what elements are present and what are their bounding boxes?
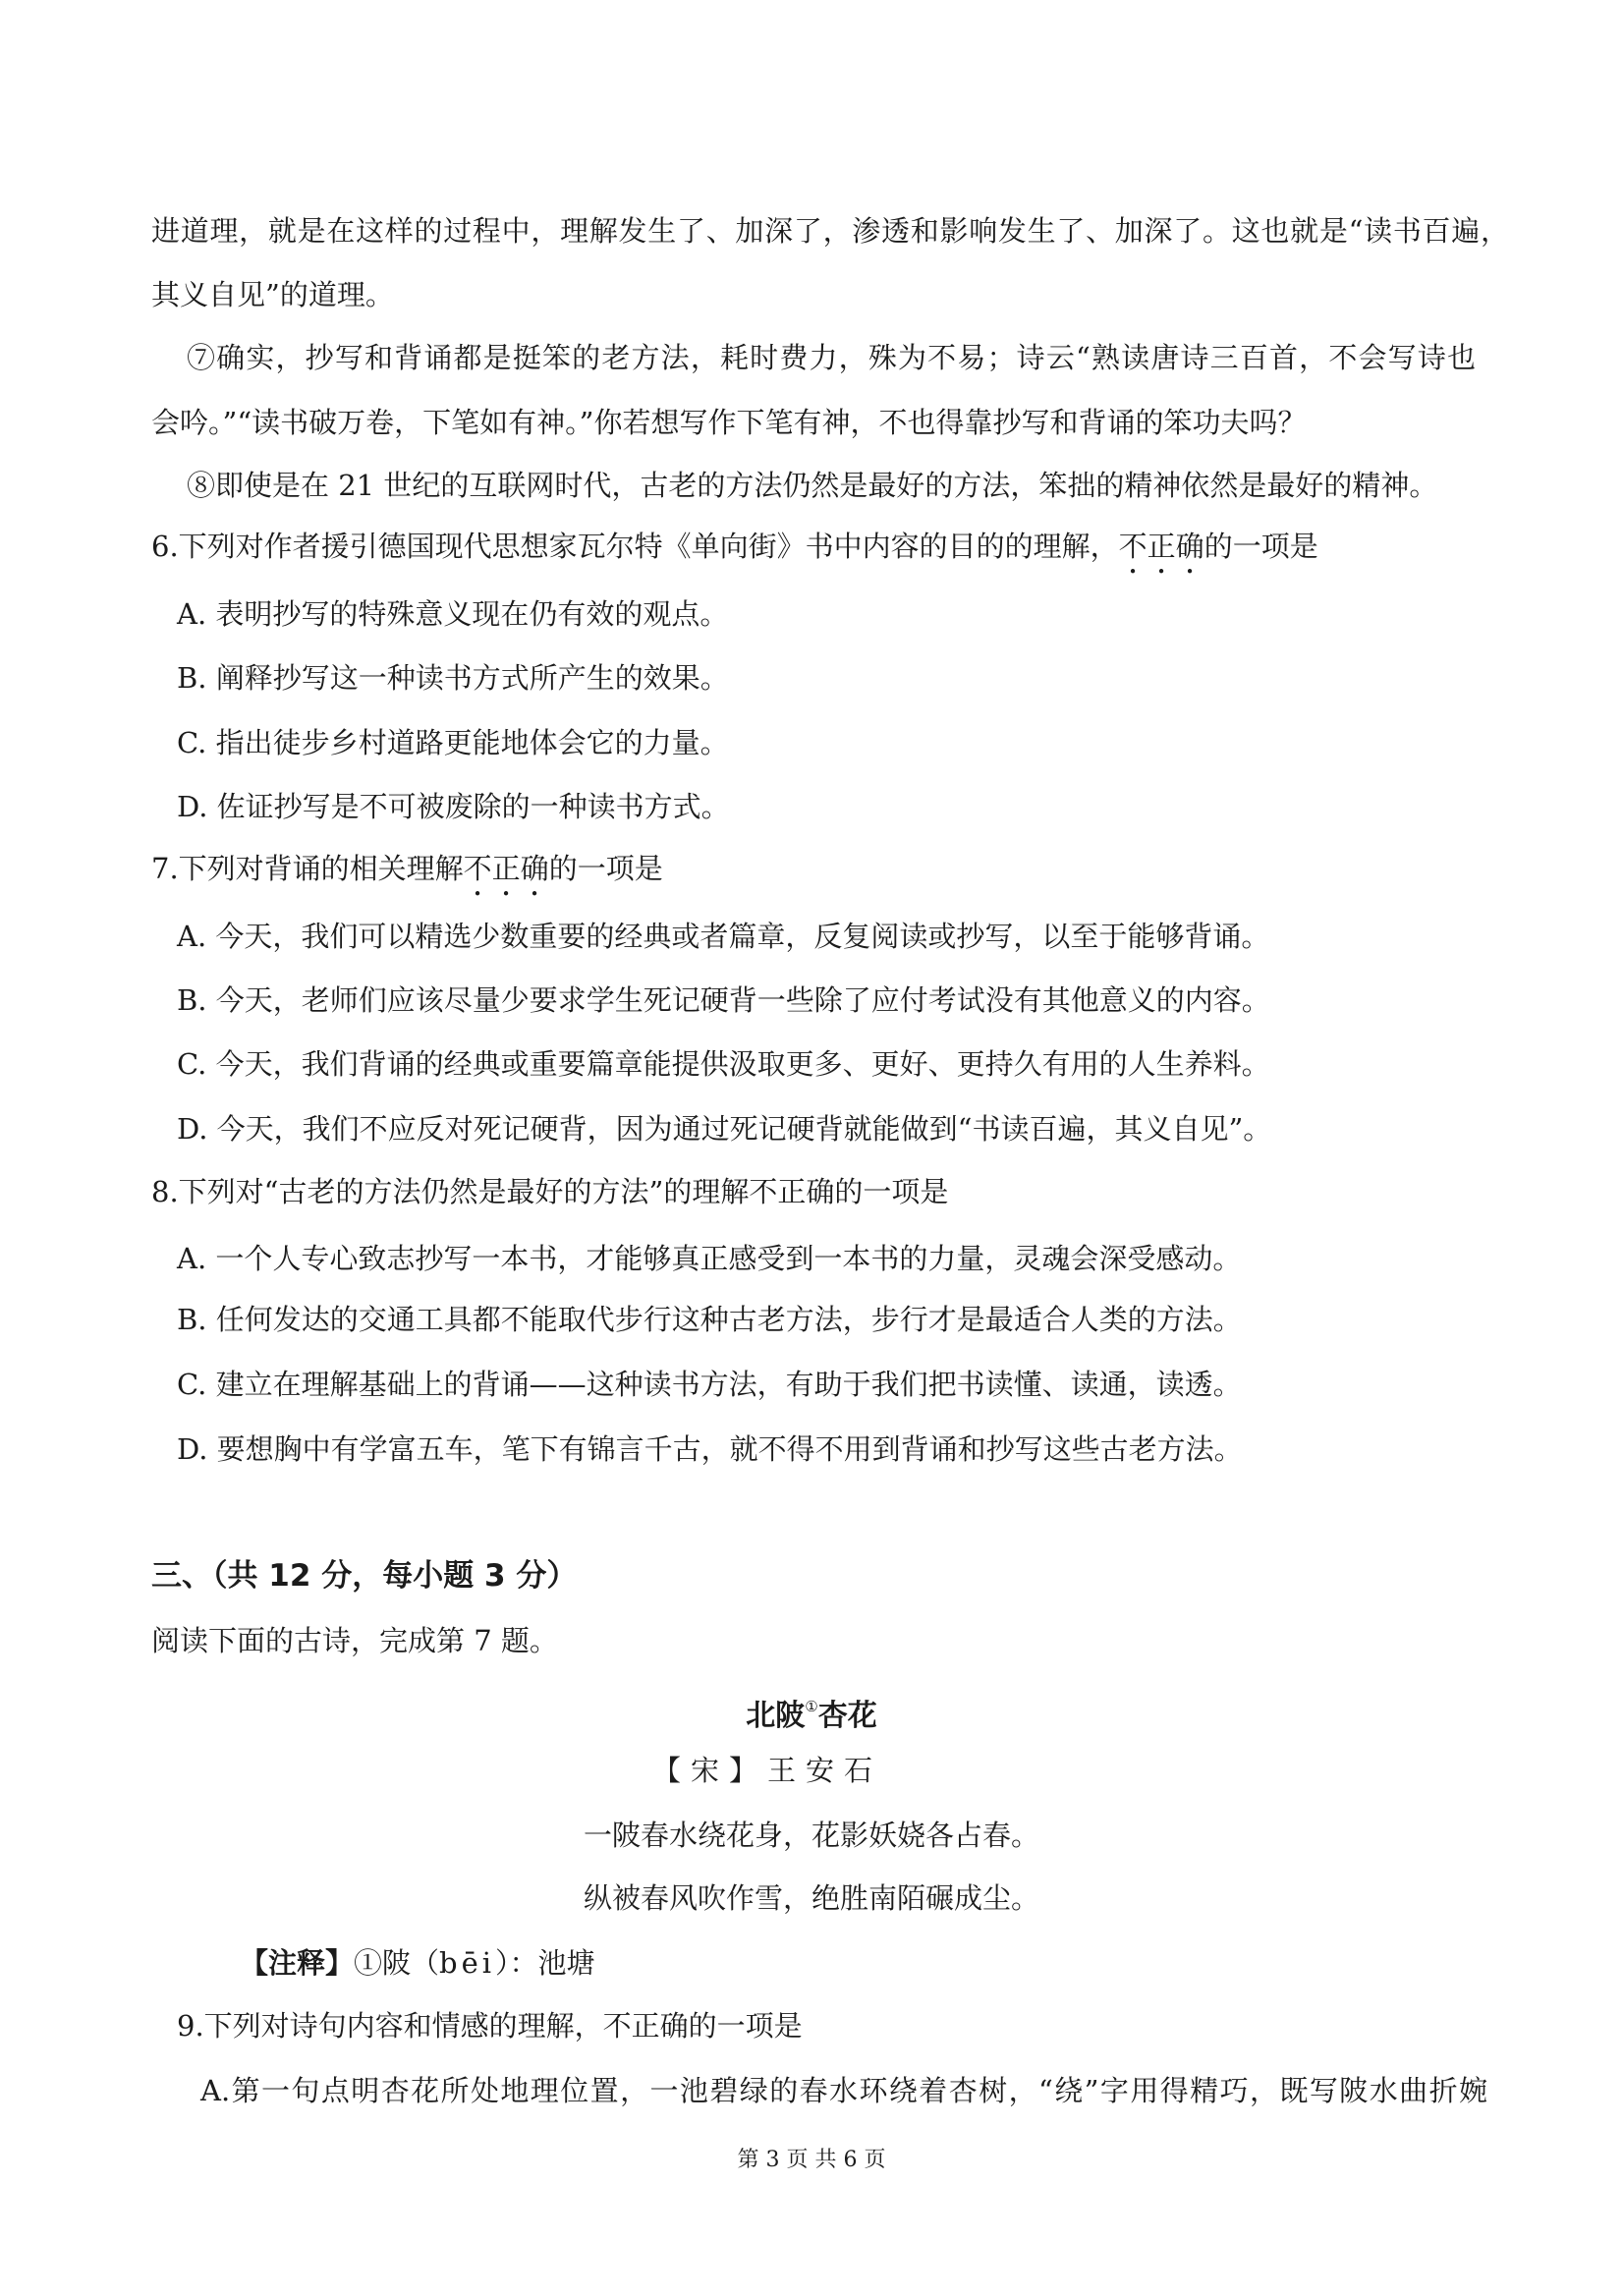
- question-9-stem: 9.下列对诗句内容和情感的理解，不正确的一项是: [177, 2009, 803, 2043]
- annotation-text: ）：池塘: [495, 1946, 595, 1980]
- question-stem-text: 6.下列对作者援引德国现代思想家瓦尔特《单向街》书中内容的目的的理解，: [151, 530, 1119, 563]
- question-7-stem: [151, 849, 663, 903]
- annotation-label: 【注释】: [240, 1946, 355, 1980]
- question-9-option-a: A.第一句点明杏花所处地理位置，一池碧绿的春水环绕着杏树，“绕”字用得精巧，既写陂水曲折婉: [200, 2074, 1487, 2107]
- annotation-pinyin: bēi: [439, 1946, 496, 1980]
- section-heading: 三、（共 12 分，每小题 3 分）: [151, 1558, 578, 1594]
- annotation-text: ①陂（: [354, 1946, 440, 1980]
- question-7-option-a: A. 今天，我们可以精选少数重要的经典或者篇章，反复阅读或抄写，以至于能够背诵。: [177, 920, 1270, 953]
- poem-line: 纵被春风吹作雪，绝胜南陌碾成尘。: [583, 1881, 1039, 1915]
- section-instruction: 阅读下面的古诗，完成第 7 题。: [151, 1624, 558, 1657]
- poem-author: 【宋】王安石: [652, 1754, 883, 1787]
- question-stem-text: 的一项是: [548, 852, 663, 885]
- poem-title-text: 杏花: [817, 1699, 877, 1733]
- paragraph-7-line: ⑦确实，抄写和背诵都是挺笨的老方法，耗时费力，殊为不易；诗云“熟读唐诗三百首，不会写诗也: [187, 341, 1476, 374]
- question-8-option-d: D. 要想胸中有学富五车，笔下有锦言千古，就不得不用到背诵和抄写这些古老方法。: [177, 1432, 1243, 1466]
- page-footer: 第 3 页 共 6 页: [737, 2148, 886, 2172]
- question-6-option-a: A. 表明抄写的特殊意义现在仍有效的观点。: [177, 597, 729, 631]
- question-7-option-d: D. 今天，我们不应反对死记硬背，因为通过死记硬背就能做到“书读百遍，其义自见”。: [177, 1112, 1272, 1146]
- question-6-option-b: B. 阐释抄写这一种读书方式所产生的效果。: [177, 661, 729, 695]
- poem-line: 一陂春水绕花身，花影妖娆各占春。: [583, 1819, 1039, 1852]
- emphasized-text: 不正确: [463, 852, 549, 885]
- poem-title-text: 北陂: [746, 1699, 806, 1733]
- passage-line: 进道理，就是在这样的过程中，理解发生了、加深了，渗透和影响发生了、加深了。这也就是“读书百遍，: [151, 214, 1509, 248]
- poem-title: [0, 1687, 1623, 1736]
- question-stem-text: 的一项是: [1203, 530, 1318, 563]
- paragraph-8: ⑧即使是在 21 世纪的互联网时代，古老的方法仍然是最好的方法，笨拙的精神依然是最好的精神。: [187, 469, 1438, 502]
- question-8-option-b: B. 任何发达的交通工具都不能取代步行这种古老方法，步行才是最适合人类的方法。: [177, 1303, 1242, 1336]
- poem-annotation: [240, 1943, 595, 1983]
- question-6-option-d: D. 佐证抄写是不可被废除的一种读书方式。: [177, 790, 730, 823]
- question-8-stem: 8.下列对“古老的方法仍然是最好的方法”的理解不正确的一项是: [151, 1175, 949, 1208]
- question-7-option-c: C. 今天，我们背诵的经典或重要篇章能提供汲取更多、更好、更持久有用的人生养料。: [177, 1047, 1270, 1081]
- footnote-mark: ①: [805, 1698, 818, 1715]
- question-8-option-c: C. 建立在理解基础上的背诵——这种读书方法，有助于我们把书读懂、读通，读透。: [177, 1368, 1242, 1401]
- question-8-option-a: A. 一个人专心致志抄写一本书，才能够真正感受到一本书的力量，灵魂会深受感动。: [177, 1242, 1242, 1275]
- question-6-stem: [151, 527, 1318, 581]
- question-stem-text: 7.下列对背诵的相关理解: [151, 852, 464, 885]
- emphasized-text: 不正确: [1118, 530, 1204, 563]
- question-6-option-c: C. 指出徒步乡村道路更能地体会它的力量。: [177, 726, 729, 759]
- question-7-option-b: B. 今天，老师们应该尽量少要求学生死记硬背一些除了应付考试没有其他意义的内容。: [177, 983, 1270, 1017]
- passage-line: 其义自见”的道理。: [151, 278, 394, 311]
- paragraph-7-line: 会吟。”“读书破万卷，下笔如有神。”你若想写作下笔有神，不也得靠抄写和背诵的笨功夫吗？: [151, 406, 1307, 439]
